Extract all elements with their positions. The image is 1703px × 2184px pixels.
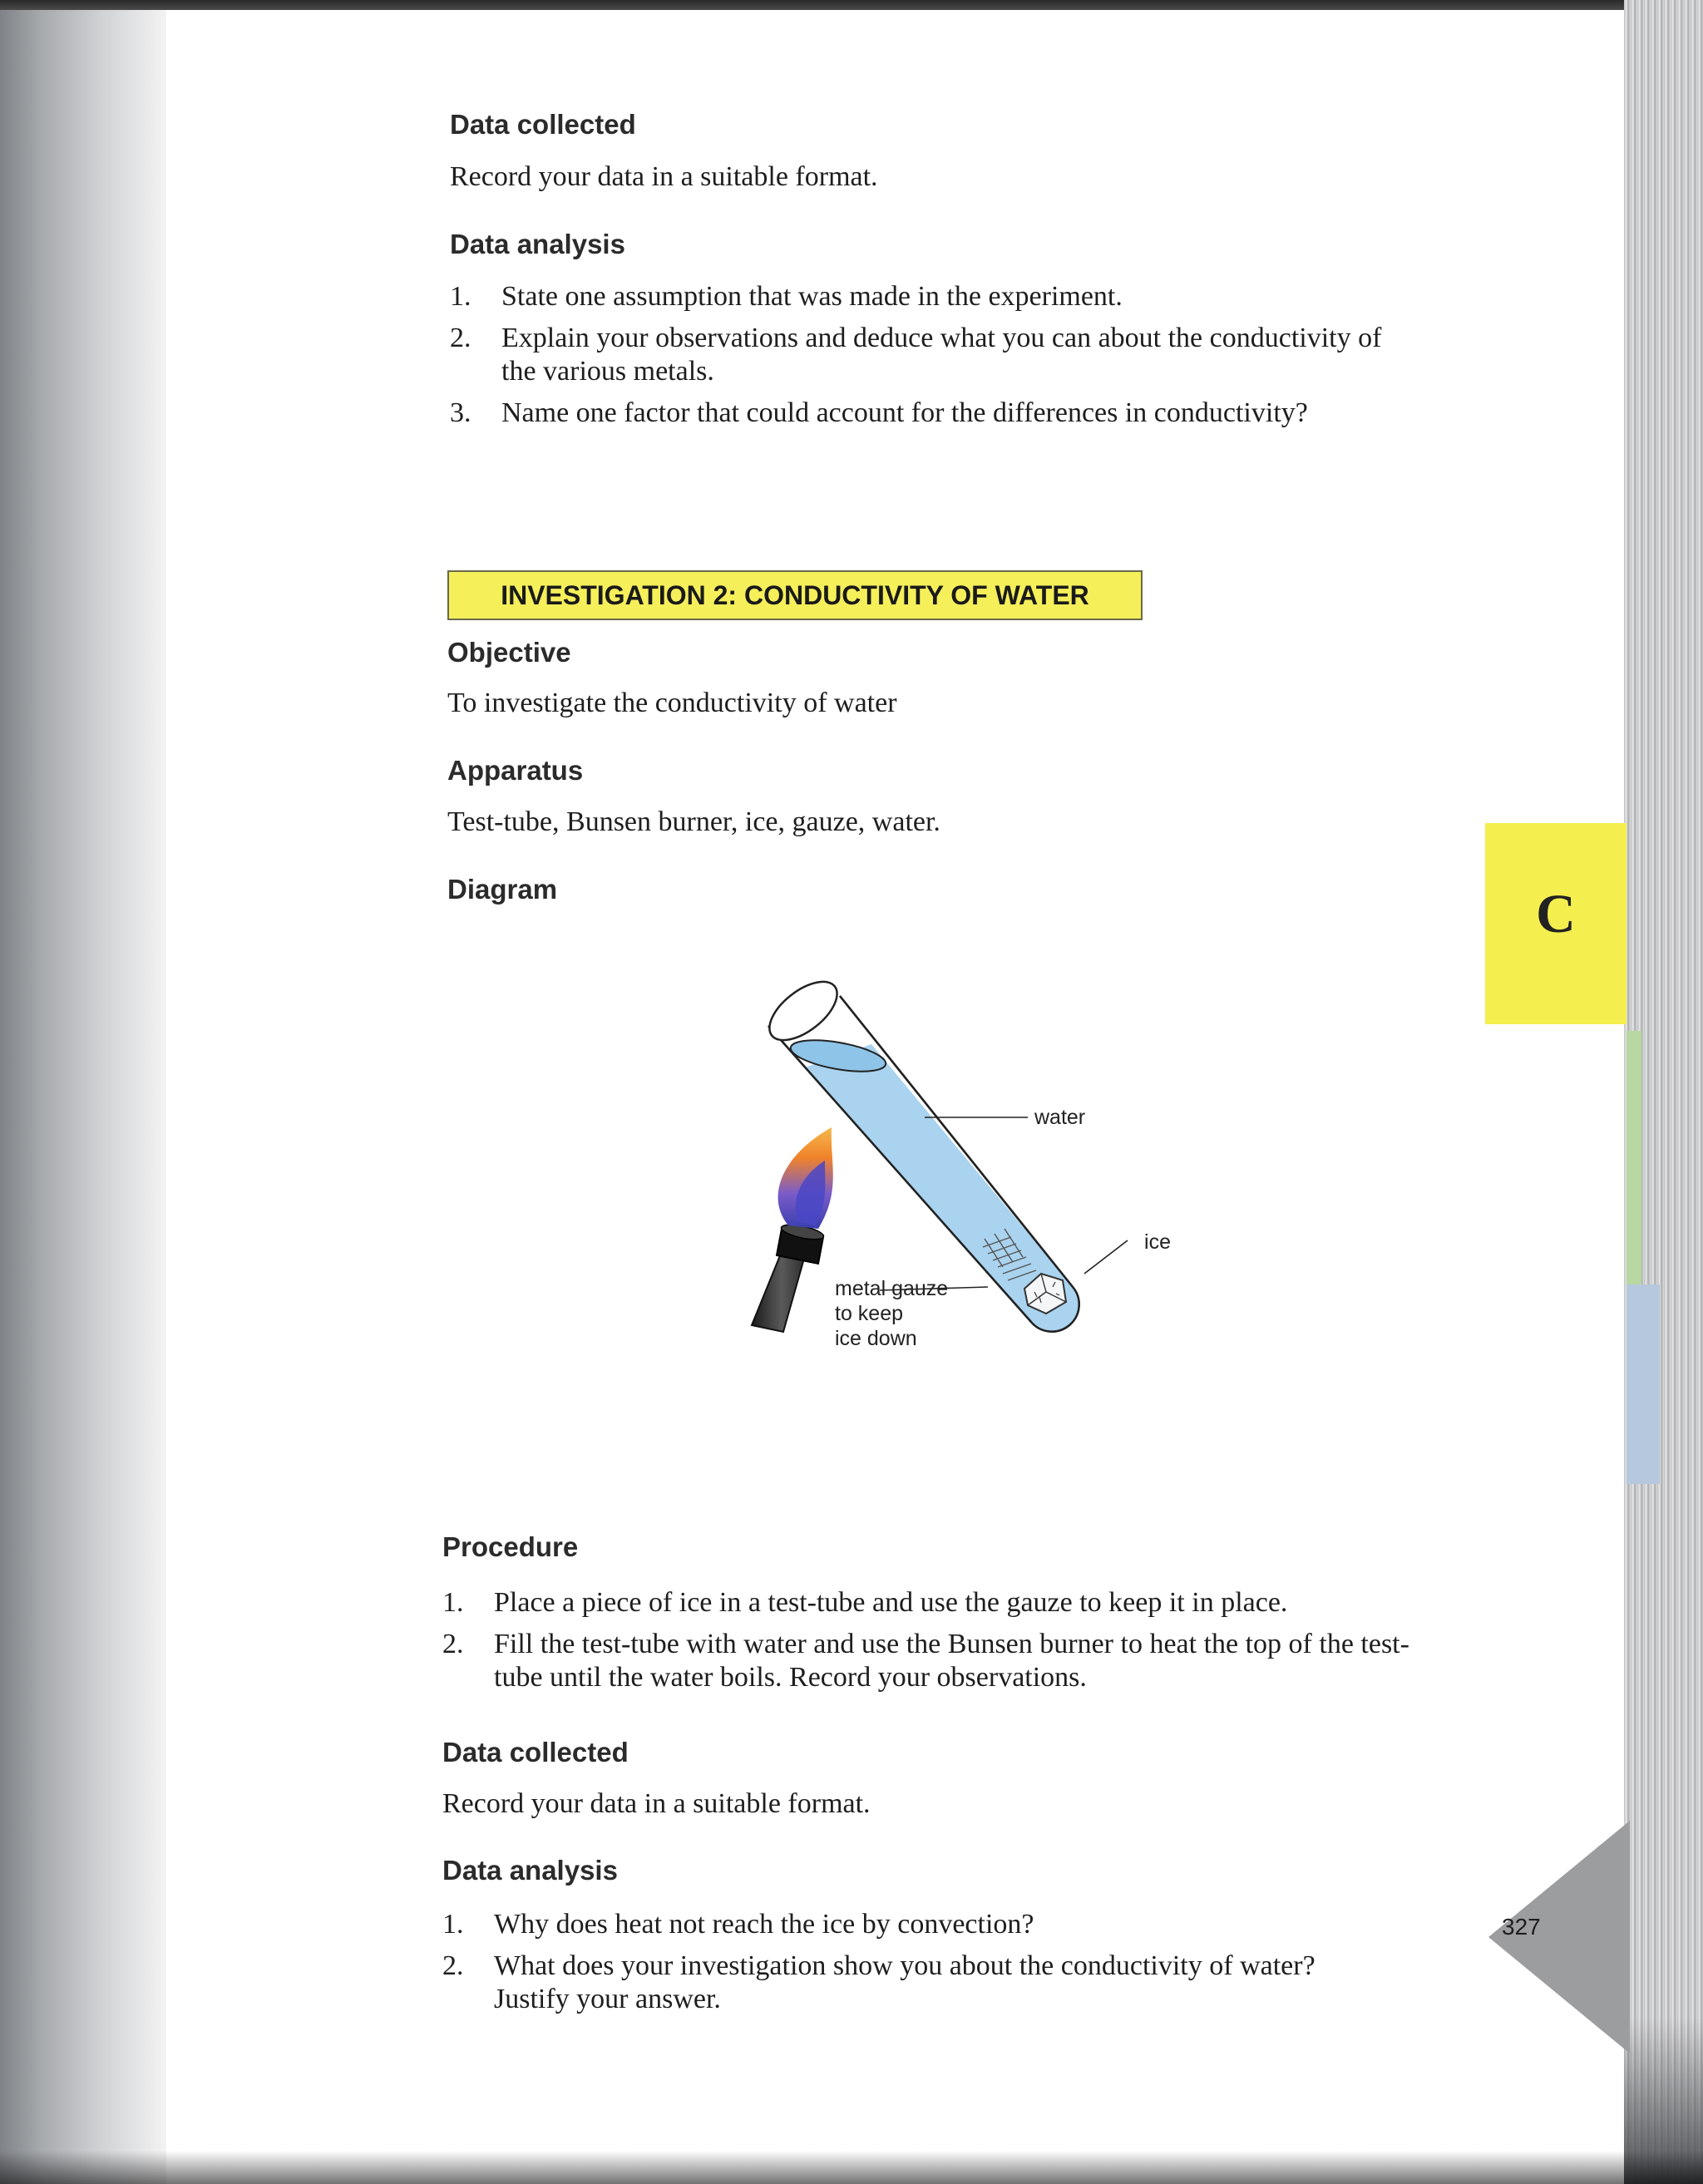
apparatus-text: Test-tube, Bunsen burner, ice, gauze, water. (447, 806, 940, 837)
section-tab (1485, 823, 1626, 1024)
diagram-heading: Diagram (447, 874, 558, 905)
page-number: 327 (1502, 1914, 1541, 1940)
flame (778, 1127, 833, 1229)
blue-tab-strip (1626, 1284, 1660, 1484)
ice-label: ice (1144, 1230, 1171, 1254)
list-item: 3. Name one factor that could account for the differences in conductivity? (450, 397, 1308, 428)
data-analysis-list (450, 280, 1390, 438)
list-item: 2. Explain your observations and deduce what you can about the conductivity of the various metals. (450, 323, 1382, 387)
page-corner-marker (1488, 1821, 1655, 2062)
list-item: 1. State one assumption that was made in the experiment. (450, 281, 1123, 312)
bunsen-burner (752, 1222, 825, 1332)
ice-leader-line (1084, 1240, 1128, 1274)
bottom-edge (0, 2151, 1703, 2184)
green-tab-strip (1626, 1031, 1641, 1297)
section-tab-letter: C (1536, 884, 1576, 944)
objective-text: To investigate the conductivity of water (447, 688, 897, 718)
data-collected-heading: Data collected (450, 109, 636, 140)
procedure-heading: Procedure (442, 1531, 579, 1562)
procedure-list (442, 1586, 1440, 1703)
apparatus-heading: Apparatus (447, 755, 584, 786)
list-item: 1. Why does heat not reach the ice by convection? (442, 1909, 1034, 1940)
data-analysis-list-2 (442, 1908, 1390, 2024)
data-analysis-heading: Data analysis (450, 229, 625, 259)
gauze-label-line-3: ice down (835, 1327, 917, 1350)
apparatus-diagram (732, 973, 1197, 1355)
gauze-label-line-2: to keep (835, 1302, 904, 1325)
list-item: 2. Fill the test-tube with water and use the Bunsen burner to heat the top of the test-tube until the water boils. Record your observations. (442, 1629, 1409, 1693)
data-collected-heading-2: Data collected (442, 1737, 629, 1767)
data-collected-text: Record your data in a suitable format. (450, 161, 878, 192)
top-edge (0, 0, 1703, 10)
list-item: 1. Place a piece of ice in a test-tube and use the gauze to keep it in place. (442, 1587, 1288, 1618)
water-label: water (1034, 1106, 1086, 1129)
gauze-label-line-1: metal gauze (835, 1277, 949, 1300)
investigation-banner: INVESTIGATION 2: CONDUCTIVITY OF WATER (447, 570, 1143, 620)
list-item: 2. What does your investigation show you about the conductivity of water? Justify your answer. (442, 1950, 1316, 2014)
data-collected-text-2: Record your data in a suitable format. (442, 1788, 871, 1819)
objective-heading: Objective (447, 637, 571, 668)
data-analysis-heading-2: Data analysis (442, 1855, 618, 1886)
book-gutter-shadow (0, 0, 166, 2184)
